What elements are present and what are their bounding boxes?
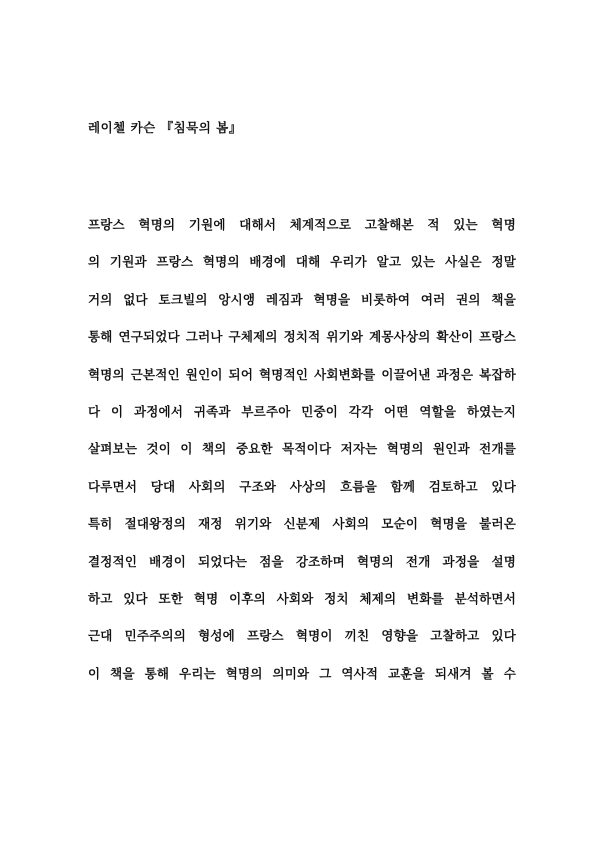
body-line: 프랑스 혁명의 기원에 대해서 체계적으로 고찰해본 적 있는 혁명	[88, 217, 516, 232]
body-line: 혁명의 근본적인 원인이 되어 혁명적인 사회변화를 이끌어낸 과정은 복잡하	[88, 366, 516, 382]
body-line: 살펴보는 것이 이 책의 중요한 목적이다 저자는 혁명의 원인과 전개를	[88, 441, 516, 457]
body-line: 다 이 과정에서 귀족과 부르주아 민중이 각각 어떤 역할을 하였는지	[88, 403, 516, 419]
body-line: 거의 없다 토크빌의 앙시앵 레짐과 혁명을 비롯하여 여러 권의 책을	[88, 291, 516, 307]
document-title: 레이첼 카슨 『침묵의 봄』	[88, 120, 242, 135]
document-body	[88, 206, 516, 692]
body-line: 통해 연구되었다 그러나 구체제의 정치적 위기와 계몽사상의 확산이 프랑스	[88, 329, 516, 345]
body-line: 결정적인 배경이 되었다는 점을 강조하며 혁명의 전개 과정을 설명	[88, 553, 516, 569]
body-line: 이 책을 통해 우리는 혁명의 의미와 그 역사적 교훈을 되새겨 볼 수	[88, 665, 516, 681]
body-line: 의 기원과 프랑스 혁명의 배경에 대해 우리가 알고 있는 사실은 정말	[88, 254, 516, 270]
body-line: 하고 있다 또한 혁명 이후의 사회와 정치 체제의 변화를 분석하면서	[88, 590, 516, 606]
body-line: 다루면서 당대 사회의 구조와 사상의 흐름을 함께 검토하고 있다	[88, 478, 516, 494]
body-line: 근대 민주주의의 형성에 프랑스 혁명이 끼친 영향을 고찰하고 있다	[88, 628, 516, 644]
body-line: 특히 절대왕정의 재정 위기와 신분제 사회의 모순이 혁명을 불러온	[88, 516, 516, 532]
